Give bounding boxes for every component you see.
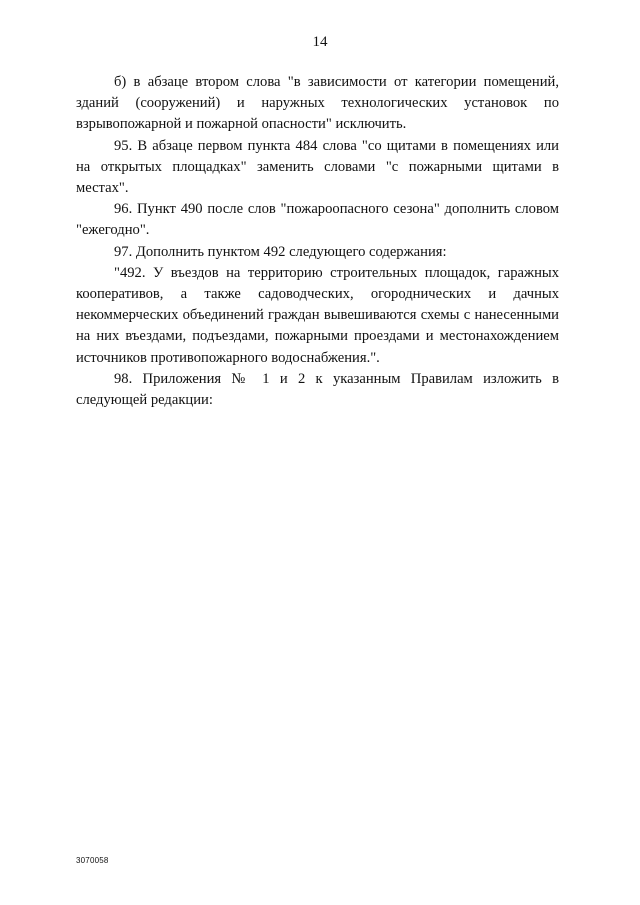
paragraph-492-quote: "492. У въездов на территорию строительных площадок, гаражных кооперативов, а также садоводческих, огороднических и дачных некоммерческих объединений граждан вывешиваются схемы с нанесенными на них въездами, подъездами, пожарными проездами и местонахождением источников противопожарного водоснабжения.". bbox=[76, 264, 559, 366]
paragraph-96: 96. Пункт 490 после слов "пожароопасного сезона" дополнить словом "ежегодно". bbox=[76, 201, 559, 239]
paragraph-98: 98. Приложения № 1 и 2 к указанным Правилам изложить в следующей редакции: bbox=[76, 370, 559, 409]
paragraph-95: 95. В абзаце первом пункта 484 слова "со щитами в помещениях или на открытых площадках" заменить словами "с пожарными щитами в местах". bbox=[76, 137, 559, 197]
paragraph-97: 97. Дополнить пунктом 492 следующего содержания: bbox=[114, 243, 447, 260]
page-number: 14 bbox=[312, 34, 328, 50]
document-code: 3070058 bbox=[76, 856, 109, 865]
paragraph-b: б) в абзаце втором слова "в зависимости от категории помещений, зданий (сооружений) и наружных технологических установок по взрывопожарной и пожарной опасности" исключить. bbox=[76, 74, 559, 133]
document-body bbox=[76, 72, 559, 411]
